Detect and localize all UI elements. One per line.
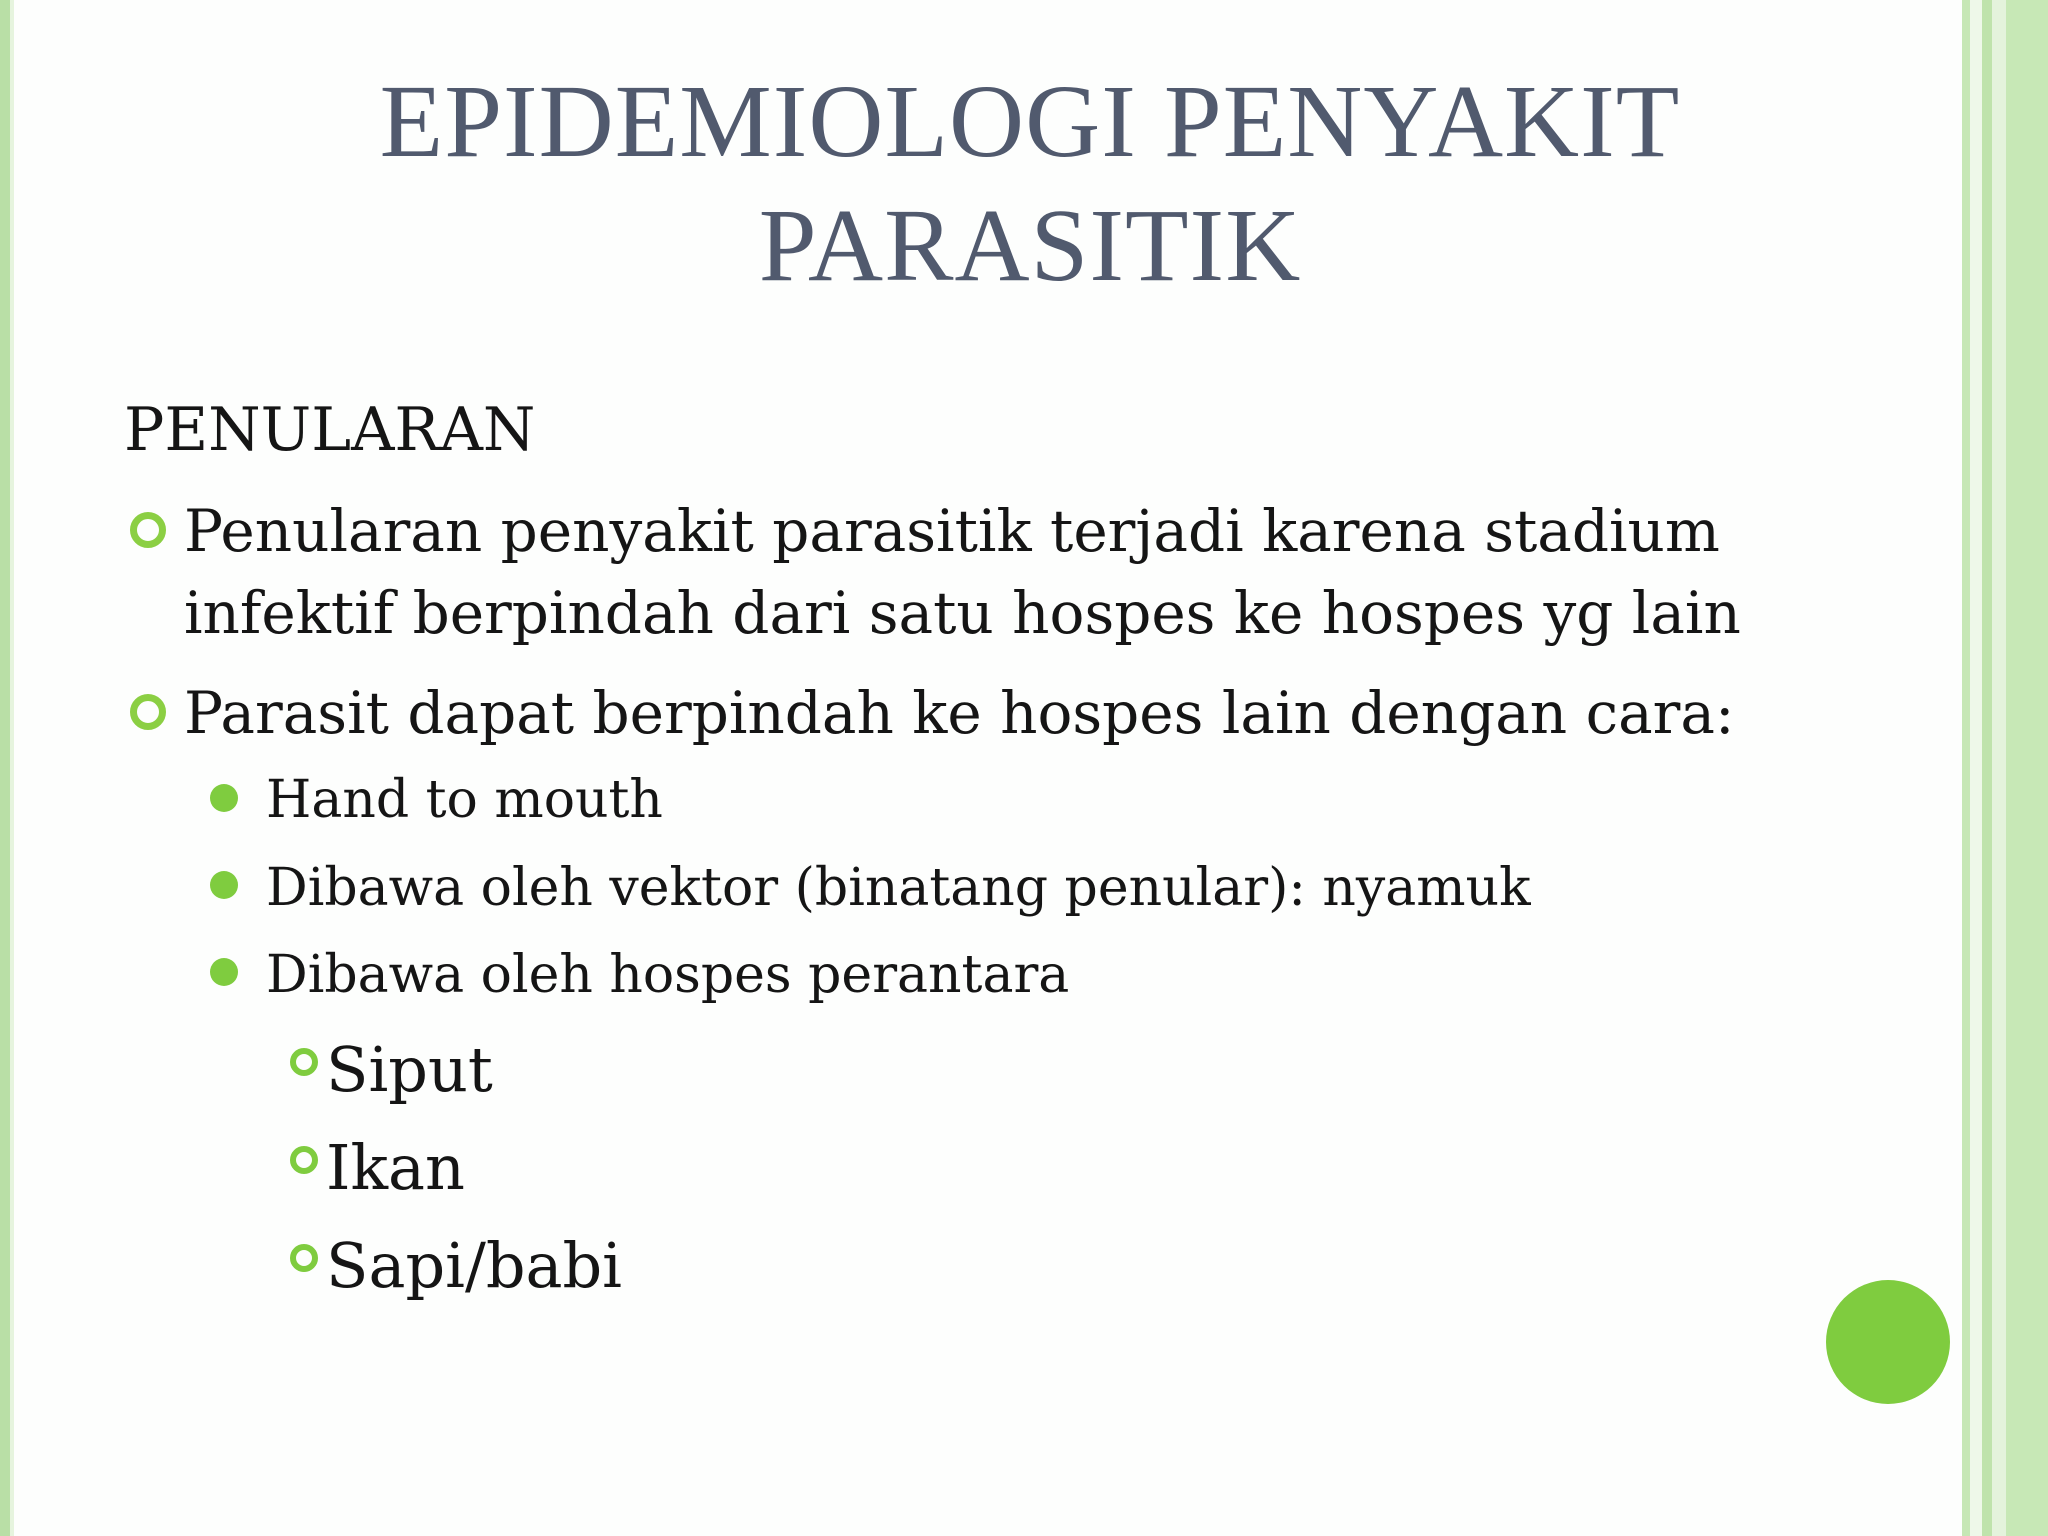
sub-sub-bullet-text-2: Ikan bbox=[326, 1131, 465, 1204]
right-border-stripe-3 bbox=[1982, 0, 1992, 1536]
left-border-stripe-inner bbox=[10, 0, 14, 1536]
dot-bullet-icon bbox=[210, 784, 238, 812]
sub-bullet-text-2: Dibawa oleh vektor (binatang penular): nyamuk bbox=[266, 858, 1531, 918]
small-ring-bullet-icon bbox=[290, 1048, 318, 1076]
sub-sub-bullet-text-3: Sapi/babi bbox=[326, 1229, 623, 1302]
ring-bullet-icon bbox=[130, 512, 166, 548]
small-ring-bullet-icon bbox=[290, 1244, 318, 1272]
right-border-stripe-1 bbox=[1962, 0, 1970, 1536]
slide-title-line-2: PARASITIK bbox=[758, 188, 1302, 303]
bullet-text-1: Penularan penyakit parasitik terjadi karena stadium infektif berpindah dari satu hospes ke hospes yg lain bbox=[184, 497, 1741, 647]
right-border-stripe-4 bbox=[1992, 0, 2006, 1536]
sub-bullet-text-3: Dibawa oleh hospes perantara bbox=[266, 945, 1070, 1005]
sub-sub-bullet-text-1: Siput bbox=[326, 1033, 493, 1106]
slide-title bbox=[180, 60, 1880, 308]
bullet-text-2: Parasit dapat berpindah ke hospes lain dengan cara: bbox=[184, 679, 1735, 747]
left-border-stripe bbox=[0, 0, 10, 1536]
dot-bullet-icon bbox=[210, 871, 238, 899]
dot-bullet-icon bbox=[210, 958, 238, 986]
ring-bullet-icon bbox=[130, 694, 166, 730]
green-circle-decoration bbox=[1826, 1280, 1950, 1404]
right-border-stripe-5 bbox=[2006, 0, 2048, 1536]
small-ring-bullet-icon bbox=[290, 1146, 318, 1174]
section-heading: PENULARAN bbox=[124, 395, 536, 465]
right-border-stripe-2 bbox=[1970, 0, 1982, 1536]
sub-bullet-text-1: Hand to mouth bbox=[266, 770, 663, 830]
slide-title-line-1: EPIDEMIOLOGI PENYAKIT bbox=[379, 64, 1681, 179]
